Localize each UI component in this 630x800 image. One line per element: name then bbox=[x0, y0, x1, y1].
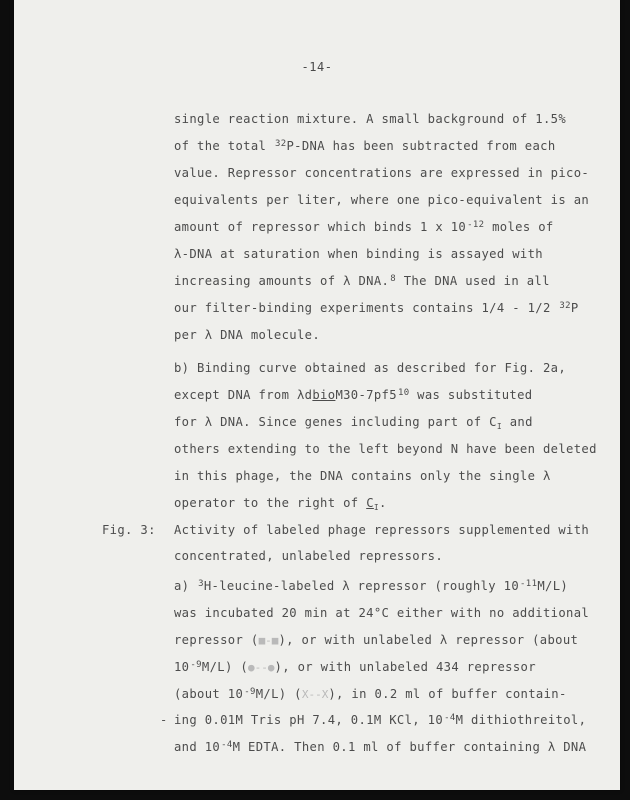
text-line: per λ DNA molecule. bbox=[174, 328, 321, 342]
x-marker-symbol: X--X bbox=[301, 688, 329, 701]
document-page bbox=[14, 0, 620, 790]
text-line: concentrated, unlabeled repressors. bbox=[174, 549, 444, 563]
text-line: increasing amounts of λ DNA.$^8$ The DNA used in all bbox=[174, 274, 550, 288]
text-line: others extending to the left beyond N have been deleted bbox=[174, 442, 597, 456]
circle-marker-symbol: ●--● bbox=[248, 661, 275, 674]
text-line: value. Repressor concentrations are expressed in pico- bbox=[174, 166, 590, 180]
text-line: equivalents per liter, where one pico-equivalent is an bbox=[174, 193, 590, 207]
text-line: for λ DNA. Since genes including part of $C_I$ and bbox=[174, 415, 533, 431]
text-line: a) $^3$H-leucine-labeled λ repressor (roughly $10^{-11}M/L$) bbox=[174, 579, 569, 593]
text-line: was incubated 20 min at 24°C either with no additional bbox=[174, 606, 590, 620]
text-line: λ-DNA at saturation when binding is assayed with bbox=[174, 247, 543, 261]
page-number: -14- bbox=[301, 60, 333, 74]
text-line: b) Binding curve obtained as described for Fig. 2a, bbox=[174, 361, 567, 375]
text-line: single reaction mixture. A small background of 1.5% bbox=[174, 112, 567, 126]
square-marker-symbol: ■-■ bbox=[258, 634, 279, 647]
text-line: (about $10^{-9}M/L$) (X--X), in 0.2 ml of buffer contain- bbox=[174, 687, 567, 701]
text-line: and $10^{-4}M$ EDTA. Then 0.1 ml of buffer containing λ DNA bbox=[174, 740, 587, 754]
text-line: Activity of labeled phage repressors supplemented with bbox=[174, 523, 590, 537]
margin-mark: - bbox=[160, 713, 168, 727]
text-line: amount of repressor which binds 1 x $10^{-12}$ moles of bbox=[174, 220, 554, 234]
figure-label: Fig. 3: bbox=[102, 523, 156, 537]
text-line: ing 0.01M Tris pH 7.4, 0.1M KCl, $10^{-4}M$ dithiothreitol, bbox=[174, 713, 587, 727]
text-line: in this phage, the DNA contains only the single λ bbox=[174, 469, 551, 483]
text-line: operator to the right of $C_I$. bbox=[174, 496, 387, 512]
text-line: except DNA from $\lambda dbioM30-7pf5^{10}$ was substituted bbox=[174, 388, 533, 402]
text-line: $10^{-9}M/L$) (●--●), or with unlabeled 434 repressor bbox=[174, 660, 536, 674]
text-line: repressor (■-■), or with unlabeled λ repressor (about bbox=[174, 633, 579, 647]
text-line: of the total $^{32}$P-DNA has been subtracted from each bbox=[174, 139, 556, 153]
text-line: our filter-binding experiments contains 1/4 - 1/2 $^{32}$P bbox=[174, 301, 579, 315]
